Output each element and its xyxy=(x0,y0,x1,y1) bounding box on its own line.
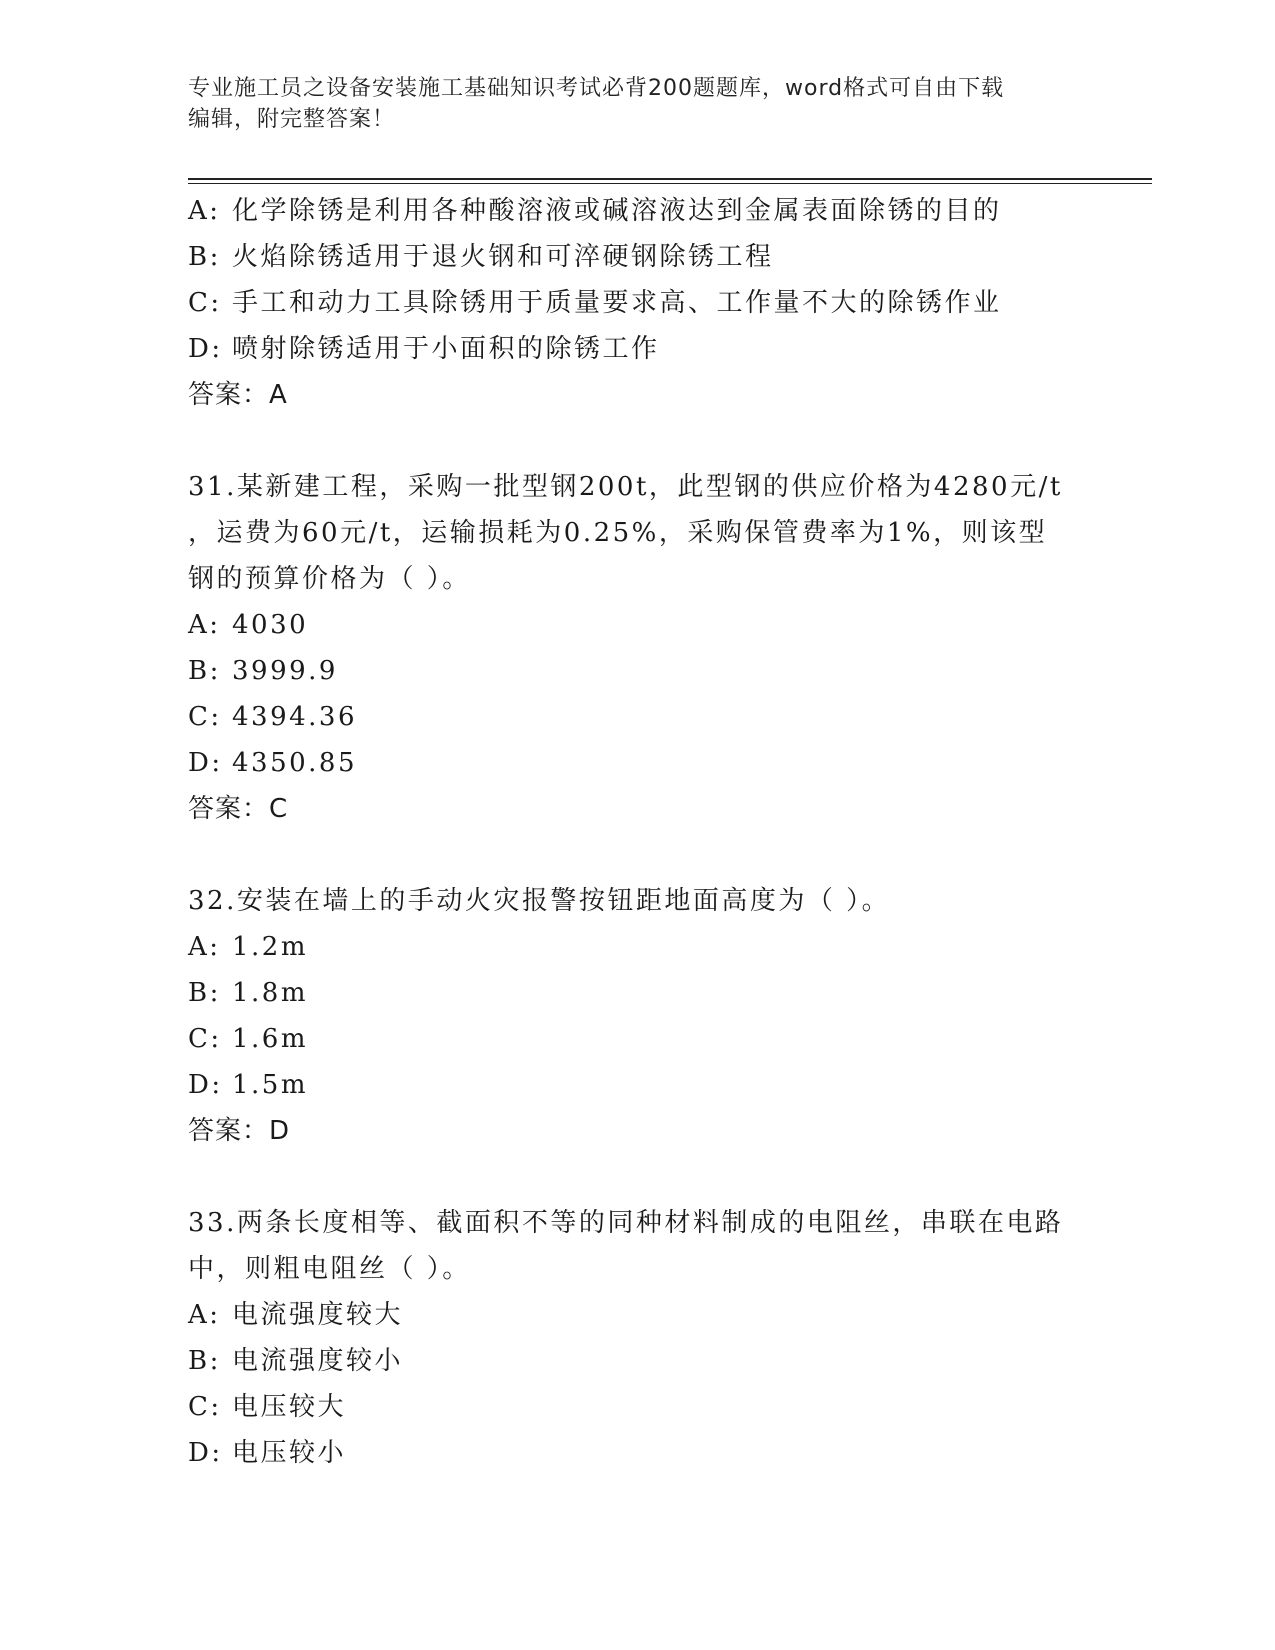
option-text: 喷射除锈适用于小面积的除锈工作 xyxy=(232,334,660,364)
answer-line: 答案：D xyxy=(188,1116,291,1146)
option-text: 1.8m xyxy=(232,978,309,1008)
option-b xyxy=(188,1338,1088,1384)
option-a xyxy=(188,602,1088,648)
option-c xyxy=(188,1016,1088,1062)
option-d xyxy=(188,1430,1088,1476)
answer-line: 答案：A xyxy=(188,380,288,410)
option-label: D: xyxy=(188,1438,223,1468)
document-header xyxy=(188,73,1068,135)
question-33 xyxy=(188,1200,1088,1476)
option-c xyxy=(188,280,1088,326)
option-text: 电流强度较小 xyxy=(232,1346,404,1376)
option-label: A: xyxy=(188,932,221,962)
option-b xyxy=(188,234,1088,280)
question-stem-line: ，运费为60元/t，运输损耗为0.25%，采购保管费率为1%，则该型 xyxy=(188,518,1048,548)
question-stem-line: 31.某新建工程，采购一批型钢200t，此型钢的供应价格为4280元/t xyxy=(188,472,1063,502)
option-b xyxy=(188,970,1088,1016)
option-text: 4394.36 xyxy=(232,702,358,732)
option-a xyxy=(188,188,1088,234)
option-label: C: xyxy=(188,1392,222,1422)
option-label: B: xyxy=(188,242,221,272)
question-stem-line: 33.两条长度相等、截面积不等的同种材料制成的电阻丝，串联在电路 xyxy=(188,1208,1064,1238)
option-d xyxy=(188,740,1088,786)
option-text: 火焰除锈适用于退火钢和可淬硬钢除锈工程 xyxy=(232,242,774,272)
option-label: B: xyxy=(188,656,221,686)
option-label: D: xyxy=(188,748,223,778)
question-stem-line: 钢的预算价格为（ ）。 xyxy=(188,564,471,594)
option-label: B: xyxy=(188,1346,221,1376)
question-31 xyxy=(188,464,1088,832)
option-text: 电压较小 xyxy=(232,1438,347,1468)
option-label: D: xyxy=(188,1070,223,1100)
option-text: 电压较大 xyxy=(232,1392,347,1422)
question-list xyxy=(188,188,1088,1476)
answer-line: 答案：C xyxy=(188,794,289,824)
option-d xyxy=(188,1062,1088,1108)
question-32 xyxy=(188,878,1088,1154)
option-b xyxy=(188,648,1088,694)
option-label: A: xyxy=(188,196,221,226)
option-c xyxy=(188,694,1088,740)
option-text: 4030 xyxy=(232,610,309,640)
option-label: C: xyxy=(188,702,222,732)
option-label: D: xyxy=(188,334,223,364)
option-text: 1.5m xyxy=(232,1070,309,1100)
option-text: 电流强度较大 xyxy=(232,1300,404,1330)
option-c xyxy=(188,1384,1088,1430)
question-stem-line: 32.安装在墙上的手动火灾报警按钮距地面高度为（ ）。 xyxy=(188,886,891,916)
option-label: C: xyxy=(188,1024,222,1054)
option-text: 1.2m xyxy=(232,932,309,962)
option-a xyxy=(188,924,1088,970)
option-text: 手工和动力工具除锈用于质量要求高、工作量不大的除锈作业 xyxy=(232,288,1002,318)
header-line-2: 编辑，附完整答案！ xyxy=(188,107,396,132)
option-d xyxy=(188,326,1088,372)
option-label: B: xyxy=(188,978,221,1008)
option-a xyxy=(188,1292,1088,1338)
option-text: 3999.9 xyxy=(232,656,338,686)
option-text: 4350.85 xyxy=(232,748,358,778)
option-label: C: xyxy=(188,288,222,318)
option-label: A: xyxy=(188,1300,221,1330)
header-rule-thick xyxy=(188,178,1152,180)
question-30-continued xyxy=(188,188,1088,418)
question-stem-line: 中，则粗电阻丝（ ）。 xyxy=(188,1254,471,1284)
option-text: 化学除锈是利用各种酸溶液或碱溶液达到金属表面除锈的目的 xyxy=(232,196,1002,226)
option-label: A: xyxy=(188,610,221,640)
header-line-1: 专业施工员之设备安装施工基础知识考试必背200题题库，word格式可自由下载 xyxy=(188,76,1005,101)
header-rule-thin xyxy=(188,183,1152,184)
option-text: 1.6m xyxy=(232,1024,309,1054)
